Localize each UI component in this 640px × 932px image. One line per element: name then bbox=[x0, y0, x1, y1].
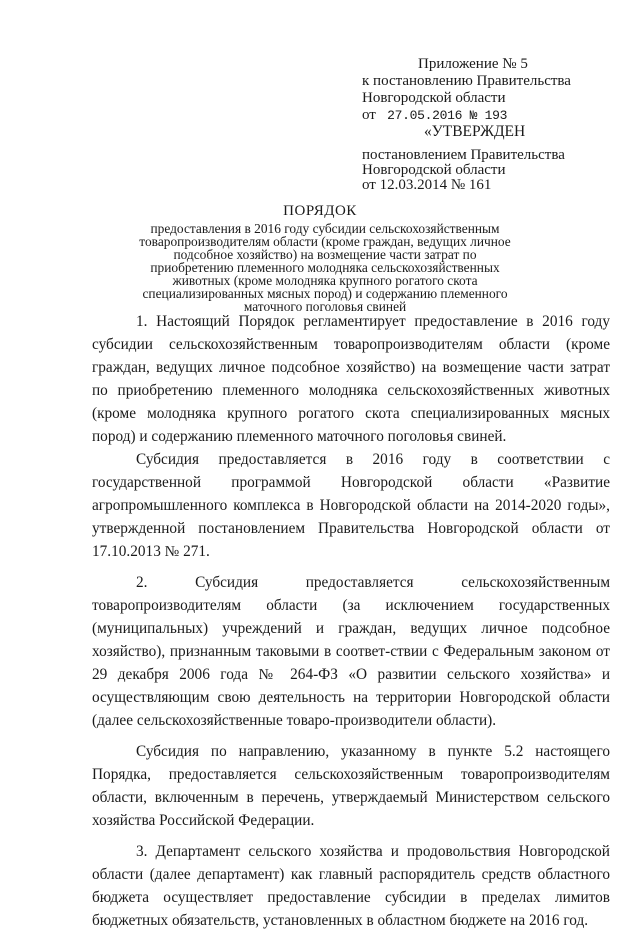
paragraph: 2. Субсидия предоставляется сельскохозяйственным товаропроизводителям области (за исключением государственных (муниципальных) учреждений и граждан, ведущих личное подсобное хозяйство), признанным таковыми в соответ-ствии с Федеральным законом от 29 декабря 2006 года № 264-ФЗ «О развитии сельского хозяйства» и осуществляющим свою деятельность на территории Новгородской области (далее сельскохозяйственные товаро-производители области). bbox=[92, 574, 610, 729]
approval-line-2: Новгородской области bbox=[362, 162, 506, 178]
approval-line-1: постановлением Правительства bbox=[362, 147, 565, 163]
appendix-date-line bbox=[362, 107, 632, 124]
appendix-block bbox=[362, 56, 632, 124]
paragraph: Субсидия по направлению, указанному в пункте 5.2 настоящего Порядка, предоставляется сельскохозяйственным товаропроизводителям области, включенным в перечень, утверждаемый Министерством сельского хозяйства Российской Федерации. bbox=[92, 743, 610, 829]
appendix-number: Приложение № 5 bbox=[418, 56, 528, 72]
approval-line-3: от 12.03.2014 № 161 bbox=[362, 177, 492, 193]
appendix-date-prefix: от bbox=[362, 107, 376, 123]
appendix-line-2: Новгородской области bbox=[362, 90, 506, 106]
document-subtitle: предоставления в 2016 году субсидии сельскохозяйственным товаропроизводителям области (кроме граждан, ведущих личное подсобное хозяйство) на возмещение части затрат по приобретению племенного молодняка сельскохозяйственных животных (кроме молодняка крупного рогатого скота специализированных мясных пород) и содержанию племенного маточного поголовья свиней bbox=[139, 221, 511, 314]
paragraph: 3. Департамент сельского хозяйства и продовольствия Новгородской области (далее департамент) как главный распорядитель средств областного бюджета осуществляет предоставление субсидии в пределах лимитов бюджетных обязательств, установленных в областном бюджете на 2016 год. bbox=[92, 843, 610, 929]
paragraph: Субсидия предоставляется в 2016 году в соответствии с государственной программой Новгородской области «Развитие агропромышленного комплекса в Новгородской области на 2014-2020 годы», утвержденной постановлением Правительства Новгородской области от 17.10.2013 № 271. bbox=[92, 451, 610, 560]
appendix-date-value: 27.05.2016 № 193 bbox=[387, 108, 508, 123]
document-body bbox=[92, 310, 610, 932]
approval-heading: «УТВЕРЖДЕН bbox=[424, 123, 526, 140]
appendix-line-1: к постановлению Правительства bbox=[362, 73, 571, 89]
document-title: ПОРЯДОК bbox=[283, 203, 357, 219]
approval-block bbox=[362, 124, 632, 193]
paragraph: 1. Настоящий Порядок регламентирует предоставление в 2016 году субсидии сельскохозяйственным товаропроизводителям области (кроме граждан, ведущих личное подсобное хозяйство) на возмещение части затрат по приобретению племенного молодняка сельскохозяйственных животных (кроме молодняка крупного рогатого скота специализированных мясных пород) и содержанию племенного маточного поголовья свиней. bbox=[92, 313, 610, 445]
